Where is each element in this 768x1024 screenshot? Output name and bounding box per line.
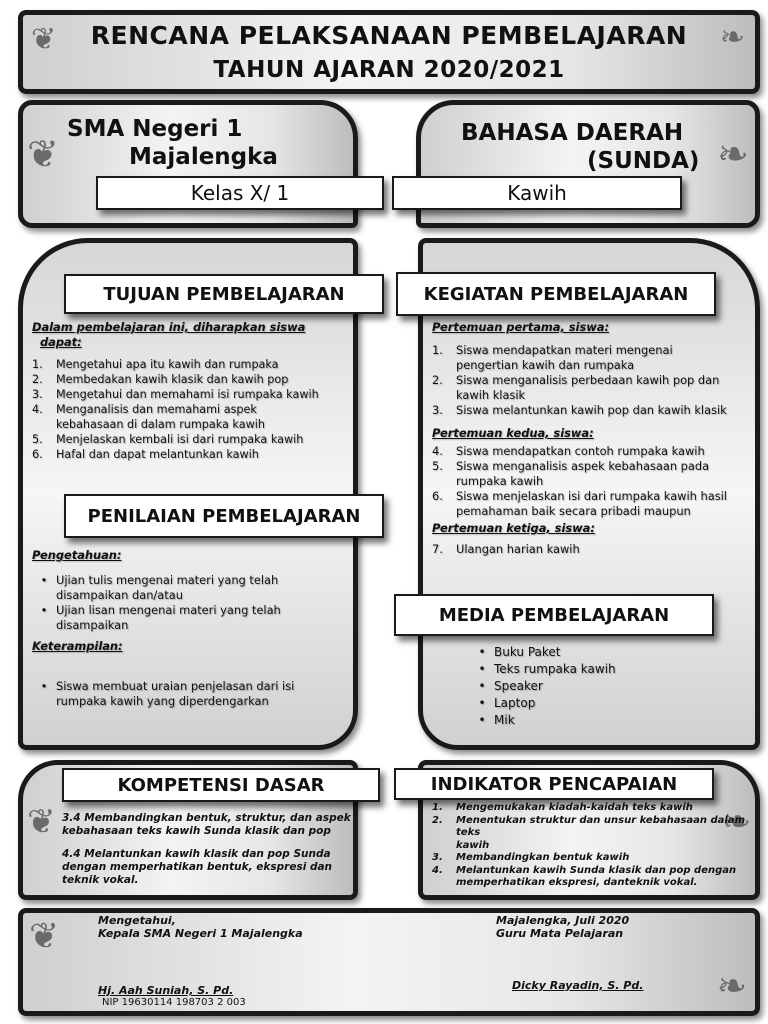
item-line: disampaikan (56, 618, 129, 632)
item-line: Ujian lisan mengenai materi yang telah (56, 603, 281, 617)
item-number: 3. (432, 852, 443, 863)
item-number: 2. (32, 373, 43, 386)
list-item (470, 644, 670, 661)
kompetensi-content (62, 812, 352, 887)
item-number: 1. (432, 802, 443, 813)
item-line: Siswa menganalisis aspek kebahasaan pada (456, 459, 710, 473)
item-text (56, 603, 281, 633)
item-line: Buku Paket (494, 645, 561, 659)
meeting1-list (432, 343, 750, 418)
item-text (456, 865, 736, 890)
item-line: pemahaman baik secara pribadi maupun (456, 504, 691, 518)
item-line: Teks rumpaka kawih (494, 662, 616, 676)
item-text (56, 372, 288, 387)
floral-corner-ornament-icon: ❧ (716, 966, 747, 1007)
item-text (456, 489, 727, 519)
floral-corner-ornament-icon: ❦ (31, 22, 57, 57)
item-line: pengertian kawih dan rumpaka (456, 358, 635, 372)
item-text (56, 679, 294, 709)
subject-name: BAHASA DAERAH (SUNDA) (461, 120, 700, 174)
kompetensi-title: KOMPETENSI DASAR (62, 768, 380, 802)
academic-year: TAHUN AJARAN 2020/2021 (213, 57, 565, 83)
item-text (456, 373, 719, 403)
class-label: Kelas X/ 1 (96, 176, 384, 210)
item-line: Siswa menganalisis perbedaan kawih pop dan (456, 373, 720, 387)
kd2-text (62, 848, 352, 887)
item-line: Menentukan struktur dan unsur kebahasaan dalam teks (456, 814, 746, 838)
floral-side-ornament-icon: ❧ (722, 802, 751, 842)
list-item (432, 489, 750, 519)
item-line: Mengetahui apa itu kawih dan rumpaka (56, 358, 279, 371)
signature-left-heading: Mengetahui, Kepala SMA Negeri 1 Majalengka (98, 914, 303, 940)
item-number: 1. (432, 343, 443, 357)
bullet-icon: • (478, 696, 486, 710)
list-item (432, 542, 750, 557)
item-text (56, 387, 319, 402)
item-text (494, 678, 543, 695)
signature-right-heading: Majalengka, Juli 2020 Guru Mata Pelajaran (496, 914, 630, 940)
principal-nip: NIP 19630114 198703 2 003 (102, 997, 246, 1008)
item-number: 7. (432, 542, 443, 556)
bullet-icon: • (478, 713, 486, 727)
item-text (456, 444, 705, 459)
list-item (432, 852, 754, 865)
list-item (32, 603, 352, 633)
indikator-list (432, 802, 754, 890)
item-line: Siswa menjelaskan isi dari rumpaka kawih hasil (456, 489, 727, 503)
list-item (432, 865, 754, 890)
bullet-icon: • (478, 662, 486, 676)
list-item (432, 459, 750, 489)
item-text (56, 447, 259, 462)
item-number: 3. (32, 388, 43, 401)
principal-name: Hj. Aah Suniah, S. Pd. (98, 984, 234, 997)
item-line: Ulangan harian kawih (456, 542, 580, 556)
item-number: 2. (432, 814, 443, 826)
bullet-icon: • (478, 645, 486, 659)
item-text (456, 802, 693, 815)
item-number: 4. (432, 444, 443, 458)
item-number: 1. (32, 358, 43, 371)
penilaian-title: PENILAIAN PEMBELAJARAN (64, 494, 384, 538)
item-text (456, 459, 709, 489)
list-item (32, 387, 352, 402)
item-line: rumpaka kawih yang diperdengarkan (56, 694, 269, 708)
media-title: MEDIA PEMBELAJARAN (394, 594, 714, 636)
item-number: 2. (432, 373, 443, 387)
item-text (494, 644, 561, 661)
item-line: Membedakan kawih klasik dan kawih pop (56, 373, 289, 386)
item-line: Mengetahui dan memahami isi rumpaka kawih (56, 388, 319, 401)
kd-line: kebahasaan teks kawih Sunda klasik dan pop (62, 825, 331, 837)
header-panel (18, 10, 760, 94)
floral-corner-ornament-icon: ❦ (29, 916, 60, 957)
item-text (56, 402, 265, 432)
item-text (56, 432, 303, 447)
kegiatan-content: Pertemuan pertama, siswa: 1. Siswa mendapatkan materi mengenai pengertian kawih dan rumpaka 2. Siswa menganalisis perbedaan kawih pop dan kawih klasik 3. Siswa melantunkan kawih pop dan kawih klasik Pertemuan kedua, siswa: 4. Siswa mendapatkan contoh rumpaka kawih 5. Siswa menganalisis aspek kebahasaan pada rumpaka kawih 6. Siswa menjelaskan isi dari rumpaka kawih hasil pemahaman baik secara pribadi maupun Pertemuan ketiga, siswa: 7. Ulangan harian kawih (432, 320, 750, 557)
keterampilan-list (32, 679, 352, 709)
floral-side-ornament-icon: ❧ (717, 132, 749, 176)
item-text (494, 661, 616, 678)
list-item (32, 402, 352, 432)
item-line: Siswa mendapatkan contoh rumpaka kawih (456, 444, 705, 458)
item-line: kebahasaan di dalam rumpaka kawih (56, 418, 265, 431)
item-line: Laptop (494, 696, 536, 710)
item-line: Mik (494, 713, 515, 727)
item-line: Hafal dan dapat melantunkan kawih (56, 448, 259, 461)
indikator-title: INDIKATOR PENCAPAIAN (394, 768, 714, 800)
list-item (32, 573, 352, 603)
item-text (456, 343, 673, 373)
item-number: 3. (432, 403, 443, 417)
item-number: 5. (32, 433, 43, 446)
tujuan-list (32, 357, 352, 462)
item-number: 5. (432, 459, 443, 473)
item-text (56, 357, 279, 372)
item-line: Mengemukakan kiadah-kaidah teks kawih (456, 802, 693, 813)
list-item (432, 444, 750, 459)
bullet-icon: • (478, 679, 486, 693)
bullet-icon: • (40, 603, 48, 617)
floral-side-ornament-icon: ❦ (27, 802, 56, 842)
list-item (470, 661, 670, 678)
list-item (432, 815, 754, 853)
kd-line: dengan memperhatikan bentuk, ekspresi dan (62, 861, 333, 873)
item-line: disampaikan dan/atau (56, 588, 183, 602)
item-line: Siswa membuat uraian penjelasan dari isi (56, 679, 295, 693)
item-number: 6. (32, 448, 43, 461)
meeting2-list (432, 444, 750, 519)
document-title: RENCANA PELAKSANAAN PEMBELAJARAN (90, 21, 688, 50)
kegiatan-title: KEGIATAN PEMBELAJARAN (396, 272, 716, 316)
floral-side-ornament-icon: ❦ (27, 132, 59, 176)
kd-line: 4.4 Melantunkan kawih klasik dan pop Sunda (62, 848, 331, 860)
item-line: kawih klasik (456, 388, 526, 402)
list-item (470, 695, 670, 712)
kd-line: teknik vokal. (62, 874, 139, 886)
item-line: kawih (456, 839, 490, 851)
list-item (32, 372, 352, 387)
item-line: Siswa mendapatkan materi mengenai (456, 343, 673, 357)
list-item (432, 403, 750, 418)
item-text (456, 403, 727, 418)
item-text (494, 712, 515, 729)
item-line: Speaker (494, 679, 543, 693)
item-text (456, 542, 580, 557)
list-item (32, 432, 352, 447)
item-number: 4. (32, 403, 43, 416)
bullet-icon: • (40, 573, 48, 587)
item-line: Membandingkan bentuk kawih (456, 852, 630, 863)
tujuan-title: TUJUAN PEMBELAJARAN (64, 274, 384, 314)
kd1-text (62, 812, 352, 838)
tujuan-content: Dalam pembelajaran ini, diharapkan siswa dapat: 1. Mengetahui apa itu kawih dan rumpaka 2. Membedakan kawih klasik dan kawih pop 3. Mengetahui dan memahami isi rumpaka kawih 4. Menganalisis dan memahami aspek kebahasaan di dalam rumpaka kawih 5. Menjelaskan kembali isi dari rumpaka kawih 6. Hafal dan dapat melantunkan kawih (32, 320, 352, 462)
item-line: Menjelaskan kembali isi dari rumpaka kawih (56, 433, 304, 446)
list-item (32, 679, 352, 709)
item-text (456, 852, 629, 865)
item-text (494, 695, 535, 712)
item-line: Menganalisis dan memahami aspek (56, 403, 257, 416)
list-item (32, 357, 352, 372)
topic-label: Kawih (392, 176, 682, 210)
item-line: rumpaka kawih (456, 474, 544, 488)
item-number: 6. (432, 489, 443, 503)
item-line: Ujian tulis mengenai materi yang telah (56, 573, 279, 587)
pengetahuan-list (32, 573, 352, 633)
list-item (470, 712, 670, 729)
item-line: Melantunkan kawih Sunda klasik dan pop dengan (456, 864, 737, 876)
penilaian-content: Pengetahuan: • Ujian tulis mengenai materi yang telah disampaikan dan/atau • Ujian lisan mengenai materi yang telah disampaikan Keterampilan: • Siswa membuat uraian penjelasan dari isi rumpaka kawih yang diperdengarkan (32, 548, 352, 709)
list-item (432, 373, 750, 403)
item-number: 4. (432, 864, 443, 876)
item-text (456, 815, 754, 853)
item-line: Siswa melantunkan kawih pop dan kawih klasik (456, 403, 727, 417)
school-name: SMA Negeri 1 Majalengka (67, 116, 278, 170)
list-item (432, 343, 750, 373)
item-line: memperhatikan ekspresi, danteknik vokal. (456, 877, 698, 888)
bullet-icon: • (40, 679, 48, 693)
list-item (432, 802, 754, 815)
teacher-name: Dicky Rayadin, S. Pd. (512, 979, 644, 992)
kd-line: 3.4 Membandingkan bentuk, struktur, dan aspek (62, 812, 351, 824)
floral-corner-ornament-icon: ❧ (719, 20, 745, 55)
meeting3-list (432, 542, 750, 557)
media-list (470, 644, 670, 729)
item-text (56, 573, 278, 603)
list-item (32, 447, 352, 462)
list-item (470, 678, 670, 695)
